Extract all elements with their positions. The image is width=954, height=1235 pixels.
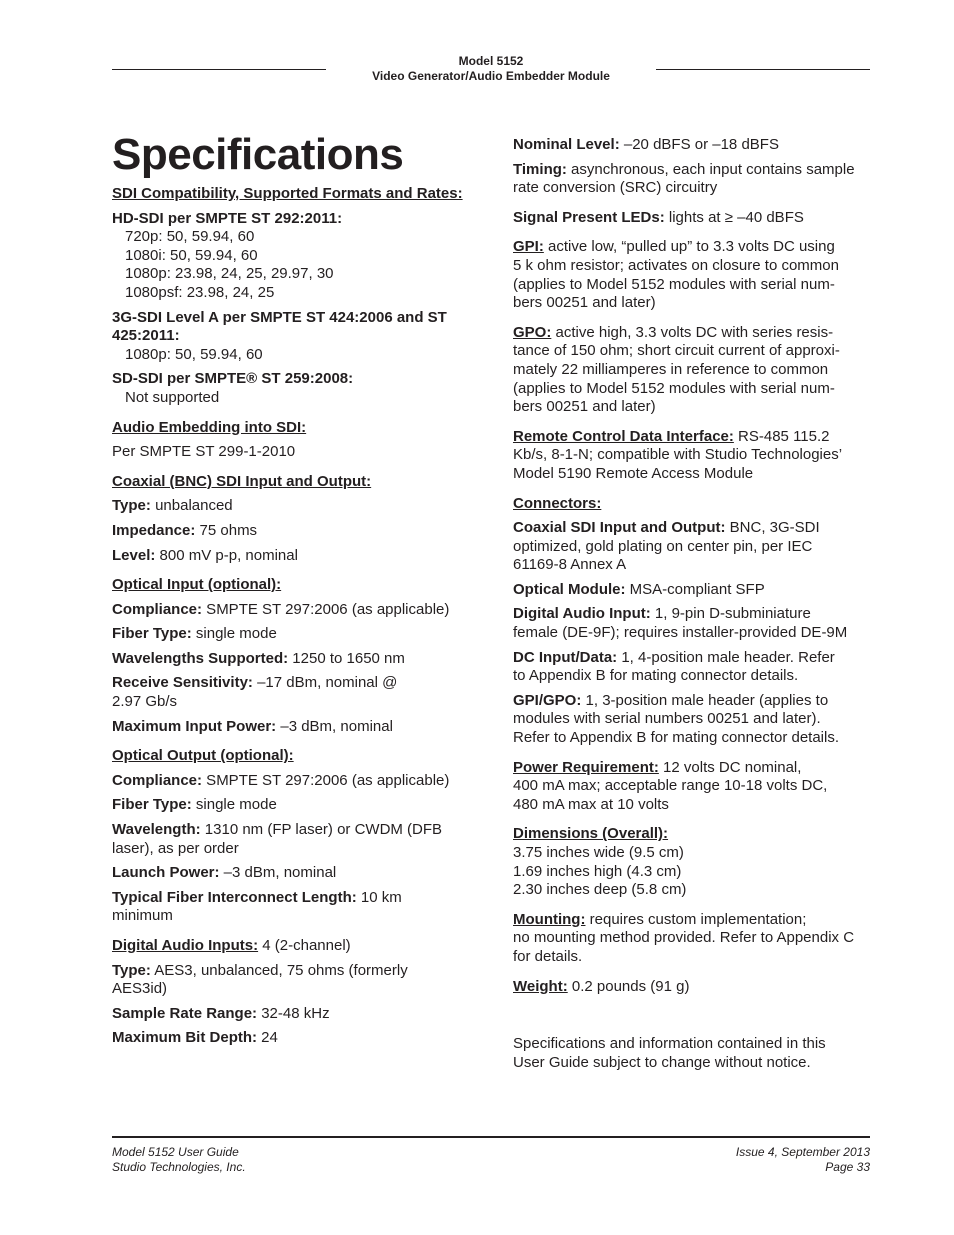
audio-embedding-heading: Audio Embedding into SDI: bbox=[112, 418, 307, 436]
optical-output-launch-power bbox=[112, 864, 472, 883]
spec-label: Power Requirement: bbox=[513, 758, 659, 776]
connector-coax bbox=[513, 519, 873, 575]
spec-value: –3 dBm, nominal bbox=[276, 717, 393, 735]
optical-input-max-power bbox=[112, 718, 472, 737]
spec-label: Launch Power: bbox=[112, 864, 220, 882]
spec-value: RS-485 115.2 Kb/s, 8-1-N; compatible with Studio Technologies’ Model 5190 Remote Access Module bbox=[513, 427, 843, 482]
spec-label: Sample Rate Range: bbox=[112, 1004, 258, 1022]
dimensions bbox=[513, 825, 873, 899]
coax-level bbox=[112, 547, 472, 566]
spec-label: Maximum Bit Depth: bbox=[112, 1029, 258, 1047]
coax-impedance bbox=[112, 522, 472, 541]
spec-value: asynchronous, each input contains sample rate conversion (SRC) circuitry bbox=[513, 160, 855, 197]
spec-label: Coaxial SDI Input and Output: bbox=[513, 519, 726, 537]
spec-value: active high, 3.3 volts DC with series resis- tance of 150 ohm; short circuit current of approxi- mately 22 milliamperes in reference to common (applies to Model 5152 modules with serial num- bers 00251 and later) bbox=[513, 323, 840, 416]
spec-value: AES3, unbalanced, 75 ohms (formerly AES3id) bbox=[112, 961, 408, 998]
spec-label: Wavelength: bbox=[112, 821, 201, 839]
spec-value: unbalanced bbox=[150, 497, 233, 515]
sd-sdi-label: SD-SDI per SMPTE® ST 259:2008: bbox=[112, 370, 354, 388]
header-rule-left bbox=[112, 69, 326, 70]
nominal-level bbox=[513, 136, 873, 155]
spec-label: Timing: bbox=[513, 160, 567, 178]
spec-value: BNC, 3G-SDI optimized, gold plating on center pin, per IEC 61169-8 Annex A bbox=[513, 519, 820, 574]
format-line: 1080i: 50, 59.94, 60 bbox=[125, 246, 258, 264]
spec-label: Remote Control Data Interface: bbox=[513, 427, 734, 445]
spec-label: Wavelengths Supported: bbox=[112, 649, 289, 667]
mounting bbox=[513, 911, 873, 967]
spec-label: GPI/GPO: bbox=[513, 691, 582, 709]
spec-label: DC Input/Data: bbox=[513, 648, 618, 666]
spec-label: GPI: bbox=[513, 238, 544, 256]
spec-label: Weight: bbox=[513, 977, 568, 995]
spec-value: 1250 to 1650 nm bbox=[288, 649, 405, 667]
spec-label: Compliance: bbox=[112, 600, 203, 618]
dimension-line: 1.69 inches high (4.3 cm) bbox=[513, 862, 682, 880]
optical-input-sensitivity bbox=[112, 674, 412, 711]
timing bbox=[513, 161, 873, 198]
spec-label: Type: bbox=[112, 961, 151, 979]
change-notice: Specifications and information contained in this User Guide subject to change without notice. bbox=[513, 1035, 826, 1071]
spec-value: SMPTE ST 297:2006 (as applicable) bbox=[202, 600, 450, 618]
gpo bbox=[513, 324, 873, 417]
3g-sdi-label: 3G-SDI Level A per SMPTE ST 424:2006 and ST 425:2011: bbox=[112, 308, 447, 345]
spec-label: Receive Sensitivity: bbox=[112, 674, 253, 692]
footer-rule bbox=[112, 1136, 870, 1138]
digital-audio-type bbox=[112, 962, 432, 999]
sd-sdi-value: Not supported bbox=[125, 388, 220, 406]
right-column bbox=[513, 136, 873, 1072]
running-header bbox=[326, 54, 656, 84]
optical-input-compliance bbox=[112, 601, 472, 620]
optical-output-heading: Optical Output (optional): bbox=[112, 747, 294, 765]
footer-page-number: Page 33 bbox=[825, 1160, 870, 1174]
spec-label: Typical Fiber Interconnect Length: bbox=[112, 888, 357, 906]
footer-right bbox=[736, 1145, 870, 1175]
digital-audio-inputs bbox=[112, 937, 472, 956]
dimension-line: 2.30 inches deep (5.8 cm) bbox=[513, 881, 687, 899]
3g-sdi-formats bbox=[112, 346, 472, 365]
footer-company: Studio Technologies, Inc. bbox=[112, 1160, 246, 1174]
hd-sdi-label: HD-SDI per SMPTE ST 292:2011: bbox=[112, 209, 343, 227]
optical-output-fiber bbox=[112, 796, 472, 815]
dimensions-heading: Dimensions (Overall): bbox=[513, 825, 669, 843]
footer-guide-name: Model 5152 User Guide bbox=[112, 1145, 239, 1159]
spec-label: Nominal Level: bbox=[513, 136, 620, 153]
spec-value: 12 volts DC nominal, 400 mA max; acceptable range 10-18 volts DC, 480 mA max at 10 volts bbox=[513, 758, 828, 813]
spec-label: Compliance: bbox=[112, 771, 203, 789]
signal-present-leds bbox=[513, 209, 873, 228]
remote-control-interface bbox=[513, 428, 873, 484]
spec-value: 1, 9-pin D-subminiature female (DE-9F); requires installer-provided DE-9M bbox=[513, 605, 848, 642]
optical-input-wavelengths bbox=[112, 650, 472, 669]
coax-type bbox=[112, 497, 472, 516]
spec-label: Optical Module: bbox=[513, 580, 626, 598]
spec-label: Digital Audio Input: bbox=[513, 605, 651, 623]
optical-output-compliance bbox=[112, 772, 472, 791]
spec-label: Fiber Type: bbox=[112, 796, 192, 814]
connector-dc-input bbox=[513, 649, 873, 686]
connector-digital-audio bbox=[513, 605, 873, 642]
power-requirement bbox=[513, 759, 873, 815]
spec-value: 800 mV p-p, nominal bbox=[155, 546, 298, 564]
spec-value: single mode bbox=[191, 796, 277, 814]
spec-value: 75 ohms bbox=[195, 521, 258, 539]
optical-output-interconnect-length bbox=[112, 889, 422, 926]
spec-value: 1310 nm (FP laser) or CWDM (DFB laser), as per order bbox=[112, 821, 443, 857]
spec-label: Fiber Type: bbox=[112, 625, 192, 643]
sdi-heading: SDI Compatibility, Supported Formats and Rates: bbox=[112, 185, 463, 202]
spec-value: 10 km minimum bbox=[112, 888, 402, 925]
spec-value: requires custom implementation; no mounting method provided. Refer to Appendix C for details. bbox=[513, 910, 855, 965]
footer-left bbox=[112, 1145, 246, 1175]
header-rule-right bbox=[656, 69, 870, 70]
footer-issue: Issue 4, September 2013 bbox=[735, 1145, 870, 1159]
connectors-heading: Connectors: bbox=[513, 494, 602, 512]
spec-label: Type: bbox=[112, 497, 151, 515]
left-column bbox=[112, 130, 472, 1054]
header-model: Model 5152 bbox=[458, 54, 524, 68]
format-line: 720p: 50, 59.94, 60 bbox=[125, 228, 255, 246]
format-line: 1080psf: 23.98, 24, 25 bbox=[125, 283, 275, 301]
spec-label: GPO: bbox=[513, 323, 552, 341]
gpi bbox=[513, 238, 873, 312]
spec-value: SMPTE ST 297:2006 (as applicable) bbox=[202, 771, 450, 789]
spec-label: Maximum Input Power: bbox=[112, 717, 277, 735]
coax-heading: Coaxial (BNC) SDI Input and Output: bbox=[112, 472, 372, 490]
spec-label: Impedance: bbox=[112, 521, 196, 539]
spec-value: single mode bbox=[191, 625, 277, 643]
dimension-line: 3.75 inches wide (9.5 cm) bbox=[513, 844, 684, 861]
spec-value: MSA-compliant SFP bbox=[625, 580, 765, 598]
audio-embedding-value: Per SMPTE ST 299-1-2010 bbox=[112, 443, 296, 461]
spec-value: active low, “pulled up” to 3.3 volts DC using 5 k ohm resistor; activates on closure to common (applies to Model 5152 modules with serial num- bers 00251 and later) bbox=[513, 238, 839, 312]
optical-input-heading: Optical Input (optional): bbox=[112, 576, 282, 594]
spec-value: 32-48 kHz bbox=[257, 1004, 330, 1022]
spec-label: Mounting: bbox=[513, 910, 586, 928]
connector-optical bbox=[513, 581, 873, 600]
spec-value: 24 bbox=[257, 1029, 278, 1047]
spec-label: Level: bbox=[112, 546, 156, 564]
hd-sdi-formats bbox=[112, 228, 472, 302]
header-subtitle: Video Generator/Audio Embedder Module bbox=[372, 69, 610, 83]
spec-value: 1, 3-position male header (applies to modules with serial numbers 00251 and later). Refer to Appendix B for mating connector details. bbox=[513, 691, 840, 747]
digital-audio-sample-rate bbox=[112, 1005, 472, 1024]
spec-value: lights at ≥ –40 dBFS bbox=[664, 208, 804, 226]
spec-value: 0.2 pounds (91 g) bbox=[567, 977, 690, 995]
spec-value: 1, 4-position male header. Refer to Appendix B for mating connector details. bbox=[513, 648, 835, 685]
optical-input-fiber bbox=[112, 625, 472, 644]
spec-value: –3 dBm, nominal bbox=[219, 864, 337, 882]
spec-value: 4 (2-channel) bbox=[258, 937, 351, 954]
connector-gpi-gpo bbox=[513, 692, 873, 748]
format-line: 1080p: 50, 59.94, 60 bbox=[125, 345, 263, 363]
page-title: Specifications bbox=[112, 130, 404, 179]
format-line: 1080p: 23.98, 24, 25, 29.97, 30 bbox=[125, 265, 334, 283]
spec-label: Digital Audio Inputs: bbox=[112, 937, 259, 954]
spec-value: –20 dBFS or –18 dBFS bbox=[619, 136, 779, 153]
optical-output-wavelength bbox=[112, 821, 464, 858]
spec-value: –17 dBm, nominal @ 2.97 Gb/s bbox=[112, 674, 398, 711]
digital-audio-bit-depth bbox=[112, 1029, 472, 1048]
spec-label: Signal Present LEDs: bbox=[513, 208, 665, 226]
weight bbox=[513, 978, 873, 997]
